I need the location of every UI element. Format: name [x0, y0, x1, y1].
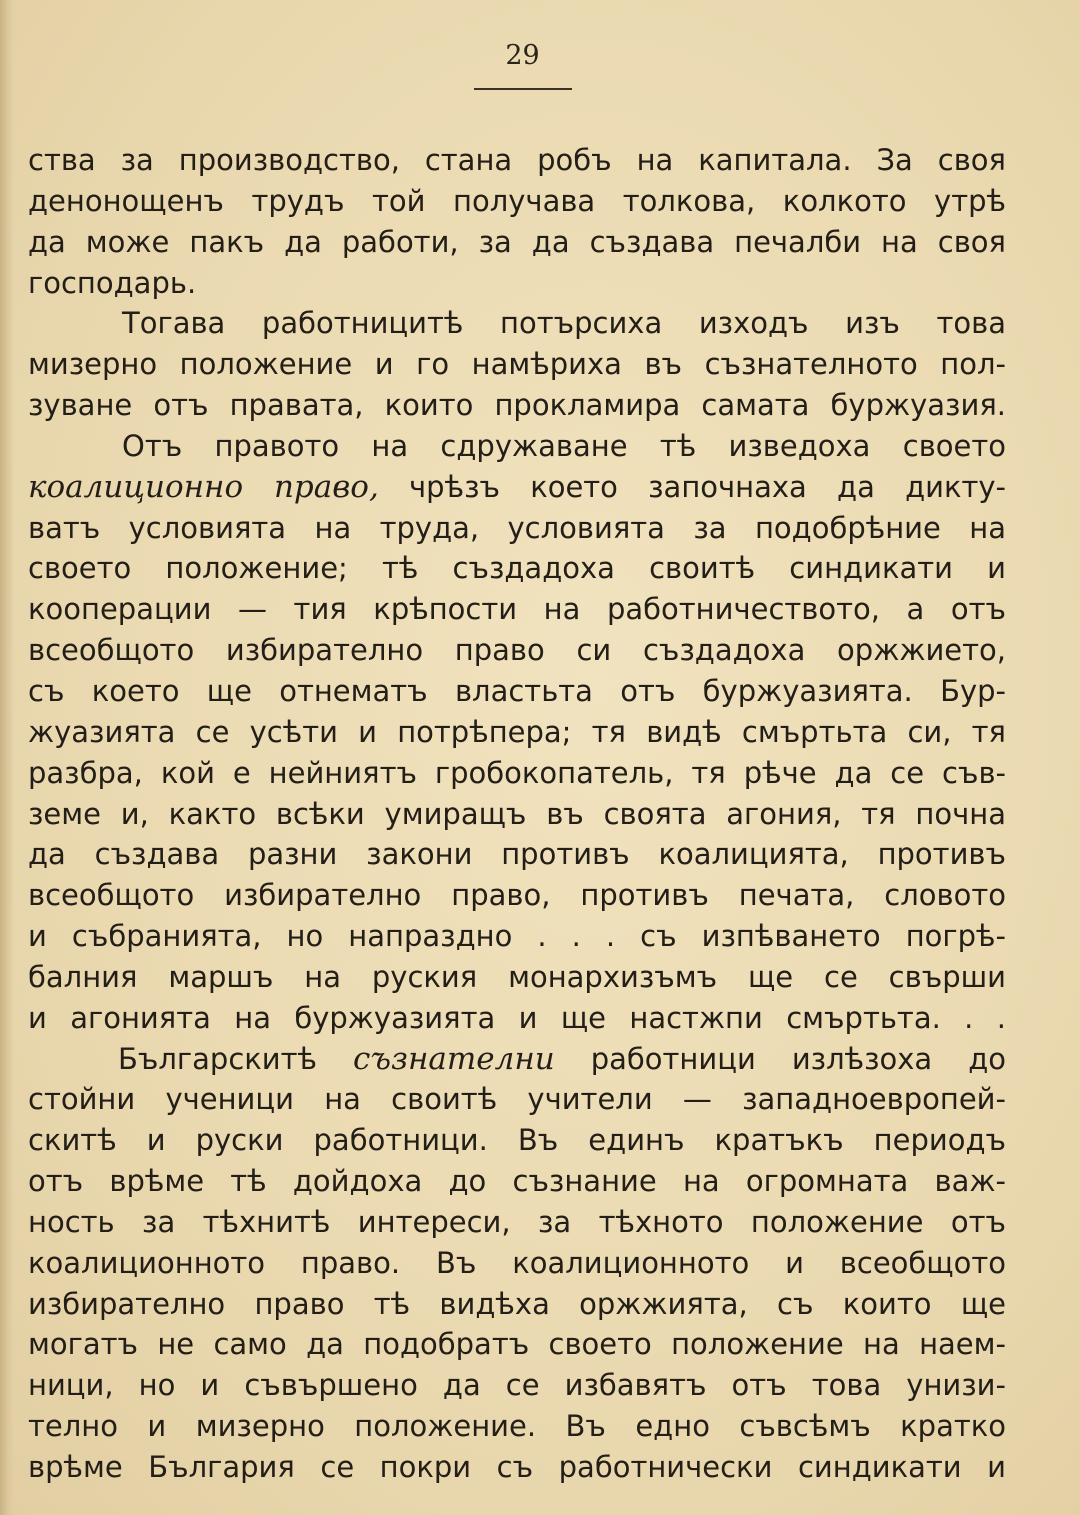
text-line: разбра, кой е нейниятъ гробокопатель, тя рѣче да се съв-	[28, 755, 1006, 790]
page-spine-shadow	[0, 0, 14, 1515]
text-line: ници, но и съвършено да се избавятъ отъ това унизи-	[28, 1368, 1006, 1403]
text-line: кооперации — тия крѣпости на работничеството, а отъ	[28, 592, 1006, 627]
text-line: денонощенъ трудъ той получава толкова, колкото утрѣ	[28, 183, 1006, 218]
paragraph-end-line: и агонията на буржуазията и ще настжпи смъртьта. . .	[28, 1000, 1006, 1035]
page-number: 29	[505, 40, 540, 71]
line-remainder: работници излѣзоха до	[590, 1041, 1006, 1076]
line-lead: Българскитѣ	[118, 1041, 318, 1076]
body-text	[28, 140, 1006, 1488]
text-line: земе и, както всѣки умиращъ въ своята агония, тя почна	[28, 796, 1006, 831]
text-line: могатъ не само да подобратъ своето положение на наем-	[28, 1327, 1006, 1362]
text-line: да може пакъ да работи, за да създава печалби на своя	[28, 224, 1006, 259]
text-line: ватъ условията на труда, условията за подобрѣние на	[28, 510, 1006, 545]
text-line: всеобщото избирателно право, противъ печата, словото	[28, 878, 1006, 913]
emphasized-phrase: коалиционно право,	[28, 468, 379, 505]
text-line: своето положение; тѣ създадоха своитѣ синдикати и	[28, 551, 1006, 586]
paragraph-end-line: зуване отъ правата, които прокламира самата буржуазия.	[28, 388, 1006, 423]
page-number-rule	[474, 88, 572, 90]
paragraph-end-line: господарь.	[28, 265, 197, 300]
text-line: ства за производство, стана робъ на капитала. За своя	[28, 143, 1006, 177]
text-line: стойни ученици на своитѣ учители — западноевропей-	[28, 1082, 1006, 1117]
line-remainder: чрѣзъ което започнаха да дикту-	[409, 469, 1006, 504]
text-line: избирателно право тѣ видѣха оржжията, съ които ще	[28, 1286, 1006, 1321]
paragraph-start-line: Тогава работницитѣ потърсиха изходъ изъ това	[122, 306, 1006, 341]
text-line: и събранията, но напраздно . . . съ изпѣването погрѣ-	[28, 919, 1006, 954]
paragraph-start-line: Отъ правото на сдружаване тѣ изведоха своето	[122, 428, 1006, 463]
text-line: да създава разни закони противъ коалицията, противъ	[28, 837, 1006, 872]
emphasized-word: съзнателни	[353, 1040, 555, 1077]
text-line: жуазията се усѣти и потрѣпера; тя видѣ смъртьта си, тя	[28, 714, 1006, 749]
text-line: врѣме България се покри съ работнически синдикати и	[28, 1450, 1006, 1484]
paragraph-start-line-with-emphasis	[28, 1039, 1006, 1080]
text-line: балния маршъ на руския монархизъмъ ще се свърши	[28, 959, 1006, 994]
text-line-with-emphasis	[28, 467, 1006, 508]
text-line: ность за тѣхнитѣ интереси, за тѣхното положение отъ	[28, 1204, 1006, 1239]
text-line: съ което ще отнематъ властьта отъ буржуазията. Бур-	[28, 673, 1006, 708]
text-line: всеобщото избирателно право си създадоха оржжието,	[28, 633, 1006, 668]
text-line: телно и мизерно положение. Въ едно съвсѣмъ кратко	[28, 1409, 1006, 1444]
text-line: коалиционното право. Въ коалиционното и всеобщото	[28, 1245, 1006, 1280]
text-line: скитѣ и руски работници. Въ единъ кратъкъ периодъ	[28, 1123, 1006, 1158]
text-line: мизерно положение и го намѣриха въ съзнателното пол-	[28, 347, 1006, 382]
text-line: отъ врѣме тѣ дойдоха до съзнание на огромната важ-	[28, 1164, 1006, 1199]
